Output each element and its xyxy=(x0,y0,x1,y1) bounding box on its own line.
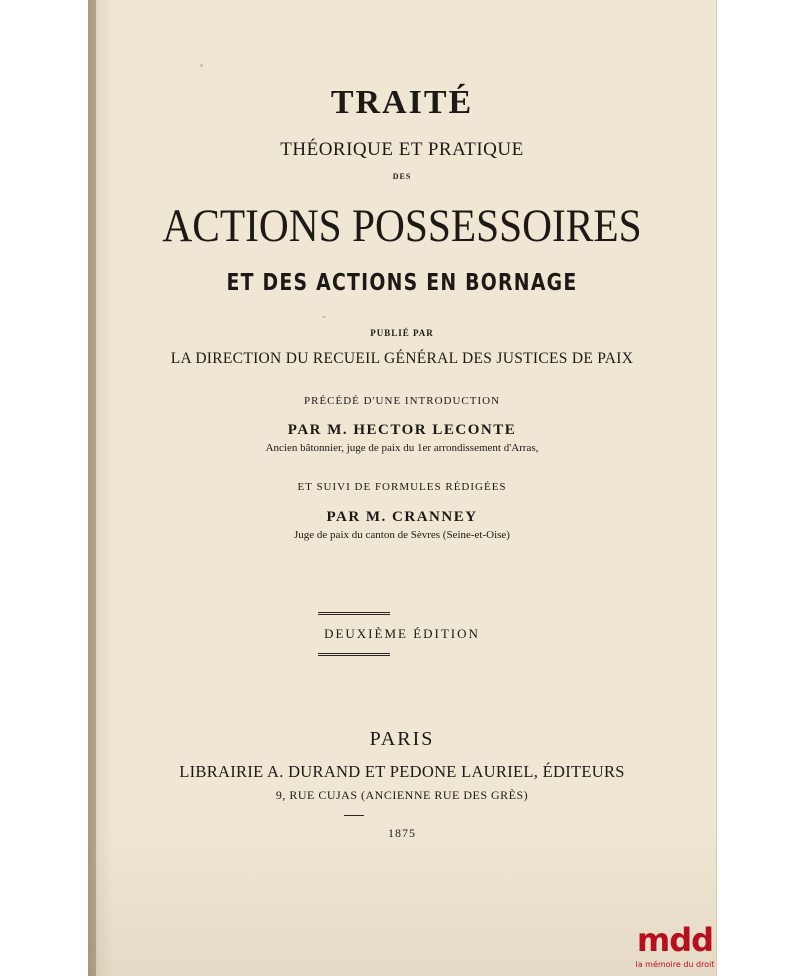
publisher-body: LA DIRECTION DU RECUEIL GÉNÉRAL DES JUSTICES DE PAIX xyxy=(170,350,634,367)
title: TRAITÉ xyxy=(330,84,474,121)
intro-label: PRÉCÉDÉ D'UNE INTRODUCTION xyxy=(303,395,501,407)
paper-spot xyxy=(322,316,326,318)
edition-rule-bottom-double xyxy=(318,655,390,656)
logo-wordmark: mdd xyxy=(636,921,714,959)
des-word: DES xyxy=(392,172,412,181)
edition-rule-bottom xyxy=(318,653,390,654)
formulas-label: ET SUIVI DE FORMULES RÉDIGÉES xyxy=(297,481,507,493)
publisher: LIBRAIRIE A. DURAND ET PEDONE LAURIEL, ÉDITEURS xyxy=(179,762,625,781)
logo-tagline: la mémoire du droit xyxy=(635,960,715,969)
intro-author: PAR M. HECTOR LECONTE xyxy=(287,422,517,438)
edition: DEUXIÈME ÉDITION xyxy=(324,626,480,641)
city: PARIS xyxy=(369,728,435,750)
published-by-label: PUBLIÉ PAR xyxy=(370,328,434,338)
mdd-logo xyxy=(632,921,718,974)
formulas-author-description: Juge de paix du canton de Sèvres (Seine-et-Oise) xyxy=(294,529,510,541)
edition-rule-top xyxy=(318,612,390,613)
main-subtitle: ET DES ACTIONS EN BORNAGE xyxy=(226,270,578,296)
year: 1875 xyxy=(388,826,416,840)
year-rule xyxy=(344,815,364,816)
formulas-author: PAR M. CRANNEY xyxy=(326,509,478,525)
main-title: ACTIONS POSSESSOIRES xyxy=(162,200,642,252)
subtitle: THÉORIQUE ET PRATIQUE xyxy=(280,139,524,160)
intro-author-description: Ancien bâtonnier, juge de paix du 1er arrondissement d'Arras, xyxy=(265,442,539,454)
edition-rule-top-double xyxy=(318,614,390,615)
paper-spot xyxy=(200,64,203,67)
address: 9, RUE CUJAS (ANCIENNE RUE DES GRÈS) xyxy=(275,788,529,802)
